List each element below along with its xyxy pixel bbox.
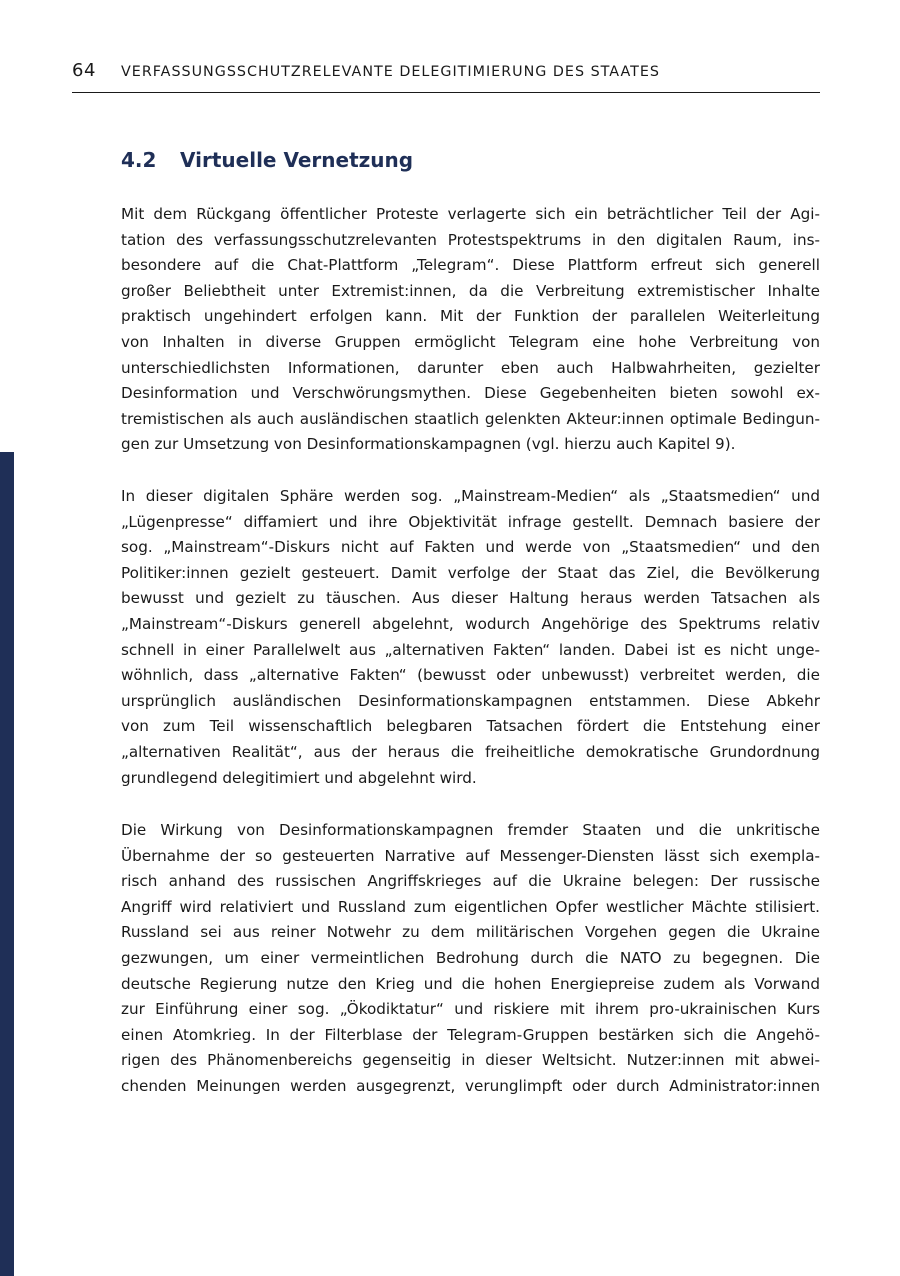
text-line: Mit dem Rückgang öffentlicher Proteste verlagerte sich ein beträchtlicher Teil der Agi- xyxy=(121,205,820,223)
text-line: chenden Meinungen werden ausgegrenzt, verunglimpft oder durch Administrator:innen xyxy=(121,1076,820,1095)
text-line: sog. „Mainstream“-Diskurs nicht auf Fakten und werde von „Staatsmedien“ und den xyxy=(121,538,820,557)
text-line: rigen des Phänomenbereichs gegenseitig in dieser Weltsicht. Nutzer:innen mit abwei- xyxy=(121,1051,820,1070)
text-line: Politiker:innen gezielt gesteuert. Damit verfolge der Staat das Ziel, die Bevölkerung xyxy=(121,563,820,582)
section-title: Virtuelle Vernetzung xyxy=(180,148,414,172)
text-line: von zum Teil wissenschaftlich belegbaren Tatsachen fördert die Entstehung einer xyxy=(121,717,820,736)
running-header xyxy=(72,56,820,93)
text-line: von Inhalten in diverse Gruppen ermöglicht Telegram eine hohe Verbreitung von xyxy=(121,332,820,351)
text-line: „Mainstream“-Diskurs generell abgelehnt, wodurch Angehörige des Spektrums relativ xyxy=(121,614,820,633)
text-line: ursprünglich ausländischen Desinformationskampagnen entstammen. Diese Abkehr xyxy=(121,691,820,710)
text-line: deutsche Regierung nutze den Krieg und die hohen Energiepreise zudem als Vorwand xyxy=(121,974,820,993)
text-line: In dieser digitalen Sphäre werden sog. „Mainstream-Medien“ als „Staatsmedien“ und xyxy=(121,487,820,505)
chapter-side-bar xyxy=(0,452,14,1276)
page-number: 64 xyxy=(72,60,96,81)
paragraph-3 xyxy=(121,818,820,1100)
paragraph-2 xyxy=(121,484,820,791)
text-line: Angriff wird relativiert und Russland zum eigentlichen Opfer westlicher Mächte stilisiert. xyxy=(121,897,820,916)
text-line: zur Einführung einer sog. „Ökodiktatur“ und riskiere mit ihrem pro-ukrainischen Kurs xyxy=(121,1000,820,1019)
text-line: praktisch ungehindert erfolgen kann. Mit der Funktion der parallelen Weiterleitung xyxy=(121,307,820,326)
text-line: schnell in einer Parallelwelt aus „alternativen Fakten“ landen. Dabei ist es nicht unge- xyxy=(121,640,820,659)
text-line: Desinformation und Verschwörungsmythen. Diese Gegebenheiten bieten sowohl ex- xyxy=(121,384,820,403)
paragraph-1 xyxy=(121,202,820,458)
text-line: tation des verfassungsschutzrelevanten Protestspektrums in den digitalen Raum, ins- xyxy=(121,230,820,249)
text-line: Russland sei aus reiner Notwehr zu dem militärischen Vorgehen gegen die Ukraine xyxy=(121,923,820,942)
text-line: besondere auf die Chat-Plattform „Telegram“. Diese Plattform erfreut sich generell xyxy=(121,256,820,275)
text-line: grundlegend delegitimiert und abgelehnt wird. xyxy=(121,768,477,787)
text-line: bewusst und gezielt zu täuschen. Aus dieser Haltung heraus werden Tatsachen als xyxy=(121,589,820,608)
text-line: großer Beliebtheit unter Extremist:innen, da die Verbreitung extremistischer Inhalte xyxy=(121,281,820,300)
text-line: gen zur Umsetzung von Desinformationskampagnen (vgl. hierzu auch Kapitel 9). xyxy=(121,435,736,454)
running-title: VERFASSUNGSSCHUTZRELEVANTE DELEGITIMIERUNG DES STAATES xyxy=(121,64,660,80)
text-line: einen Atomkrieg. In der Filterblase der Telegram-Gruppen bestärken sich die Angehö- xyxy=(121,1025,820,1044)
text-line: Die Wirkung von Desinformationskampagnen fremder Staaten und die unkritische xyxy=(121,821,820,839)
text-line: „Lügenpresse“ diffamiert und ihre Objektivität infrage gestellt. Demnach basiere der xyxy=(121,512,820,531)
text-line: unterschiedlichsten Informationen, darunter eben auch Halbwahrheiten, gezielter xyxy=(121,358,820,377)
text-line: risch anhand des russischen Angriffskrieges auf die Ukraine belegen: Der russische xyxy=(121,872,820,891)
text-line: gezwungen, um einer vermeintlichen Bedrohung durch die NATO zu begegnen. Die xyxy=(121,948,820,967)
text-line: „alternativen Realität“, aus der heraus die freiheitliche demokratische Grundordnung xyxy=(121,742,820,761)
text-line: tremistischen als auch ausländischen staatlich gelenkten Akteur:innen optimale Bedingun- xyxy=(121,409,820,428)
section-number: 4.2 xyxy=(121,148,157,172)
text-line: wöhnlich, dass „alternative Fakten“ (bewusst oder unbewusst) verbreitet werden, die xyxy=(121,666,820,685)
section-heading xyxy=(121,148,413,172)
text-line: Übernahme der so gesteuerten Narrative auf Messenger-Diensten lässt sich exempla- xyxy=(121,846,820,865)
